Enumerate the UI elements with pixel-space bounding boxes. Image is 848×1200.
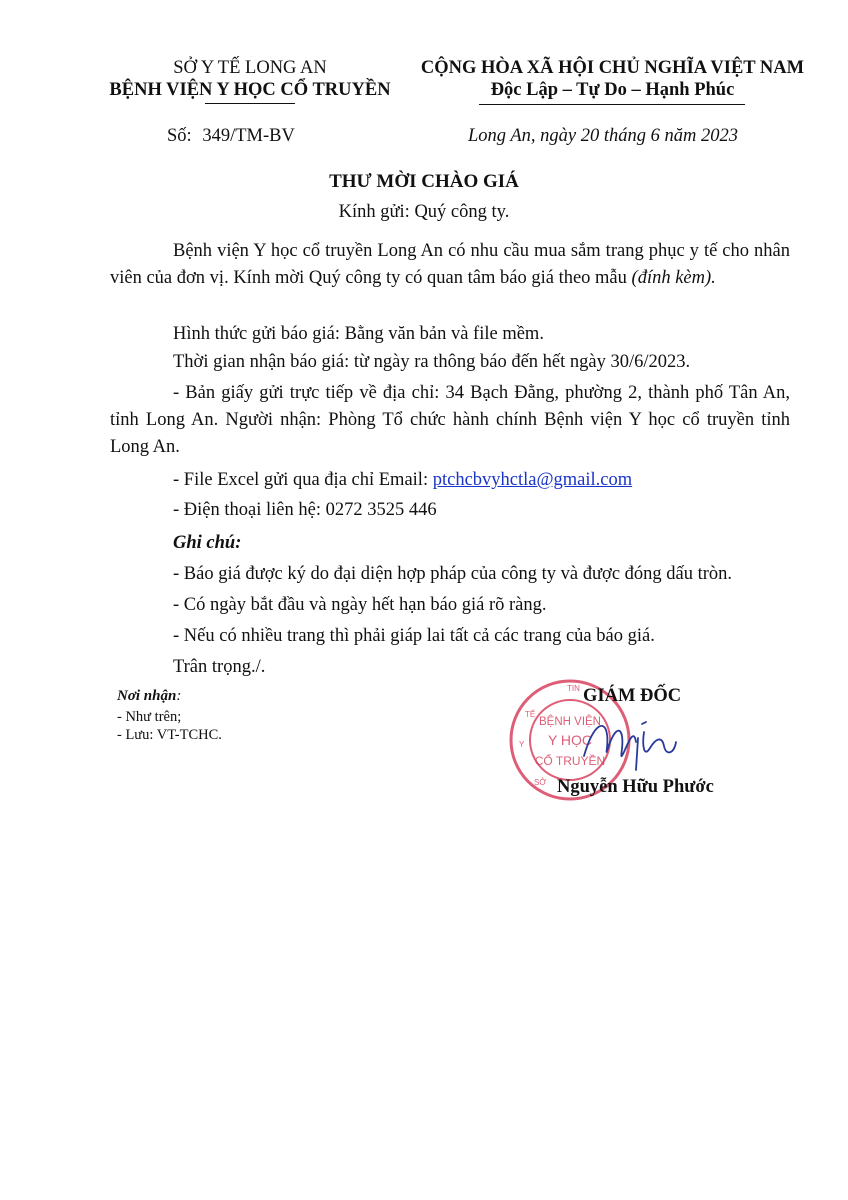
send-method: Hình thức gửi báo giá: Bằng văn bản và file mềm. xyxy=(173,324,544,344)
country-name: CỘNG HÒA XÃ HỘI CHỦ NGHĨA VIỆT NAM xyxy=(420,58,805,78)
recipients-colon: : xyxy=(176,688,182,704)
handwritten-signature xyxy=(578,708,688,778)
intro-italic: (đính kèm). xyxy=(631,268,716,288)
intro-paragraph xyxy=(110,238,790,292)
note-item: - Nếu có nhiều trang thì phải giáp lai tất cả các trang của báo giá. xyxy=(173,626,655,646)
document-title: THƯ MỜI CHÀO GIÁ xyxy=(329,171,519,192)
number-label: Số: xyxy=(167,126,192,146)
national-motto: Độc Lập – Tự Do – Hạnh Phúc xyxy=(490,80,735,100)
note-item: - Có ngày bắt đầu và ngày hết hạn báo giá rõ ràng. xyxy=(173,595,547,615)
svg-text:Y HỌC: Y HỌC xyxy=(547,732,593,748)
recipients-label xyxy=(117,688,181,705)
email-link[interactable]: ptchcbvyhctla@gmail.com xyxy=(432,470,633,490)
svg-text:BỆNH VIỆN: BỆNH VIỆN xyxy=(539,716,601,728)
svg-text:SỞ: SỞ xyxy=(534,778,547,787)
receive-time: Thời gian nhận báo giá: từ ngày ra thông báo đến hết ngày 30/6/2023. xyxy=(173,352,691,372)
motto-underline xyxy=(479,104,745,105)
excel-label: - File Excel gửi qua địa chỉ Email: xyxy=(173,470,433,490)
paper-address: - Bản giấy gửi trực tiếp về địa chỉ: 34 Bạch Đằng, phường 2, thành phố Tân An, tỉnh Long An. Người nhận: Phòng Tổ chức hành chính Bệnh viện Y học cổ truyền tỉnh Long An. xyxy=(110,383,790,457)
agency-name: BỆNH VIỆN Y HỌC CỔ TRUYỀN xyxy=(109,80,391,100)
agency-parent: SỞ Y TẾ LONG AN xyxy=(173,58,327,78)
signer-name: Nguyễn Hữu Phước xyxy=(557,777,714,797)
note-item: - Báo giá được ký do đại diện hợp pháp của công ty và được đóng dấu tròn. xyxy=(173,564,733,584)
notes-heading: Ghi chú: xyxy=(173,533,242,553)
signer-position: GIÁM ĐỐC xyxy=(583,686,682,706)
svg-text:CỔ TRUYỀN: CỔ TRUYỀN xyxy=(534,754,606,768)
phone-line: - Điện thoại liên hệ: 0272 3525 446 xyxy=(173,500,437,520)
closing-text: Trân trọng./. xyxy=(173,657,266,677)
recipient-item: - Như trên; xyxy=(117,709,182,725)
svg-text:TIN: TIN xyxy=(567,684,580,693)
agency-underline xyxy=(205,103,295,104)
svg-text:Y: Y xyxy=(519,740,525,749)
place-date: Long An, ngày 20 tháng 6 năm 2023 xyxy=(468,126,738,146)
greeting: Kính gửi: Quý công ty. xyxy=(338,202,510,222)
svg-text:TẾ: TẾ xyxy=(525,710,536,719)
number-value: 349/TM-BV xyxy=(202,126,295,146)
excel-email-line xyxy=(173,467,632,494)
document-number xyxy=(167,125,295,147)
recipients-label-text: Nơi nhận xyxy=(117,688,177,704)
intro-text: Bệnh viện Y học cổ truyền Long An có nhu cầu mua sắm trang phục y tế cho nhân viên của đơn vị. Kính mời Quý công ty có quan tâm báo giá theo mẫu xyxy=(110,241,790,288)
recipient-item: - Lưu: VT-TCHC. xyxy=(117,727,222,743)
